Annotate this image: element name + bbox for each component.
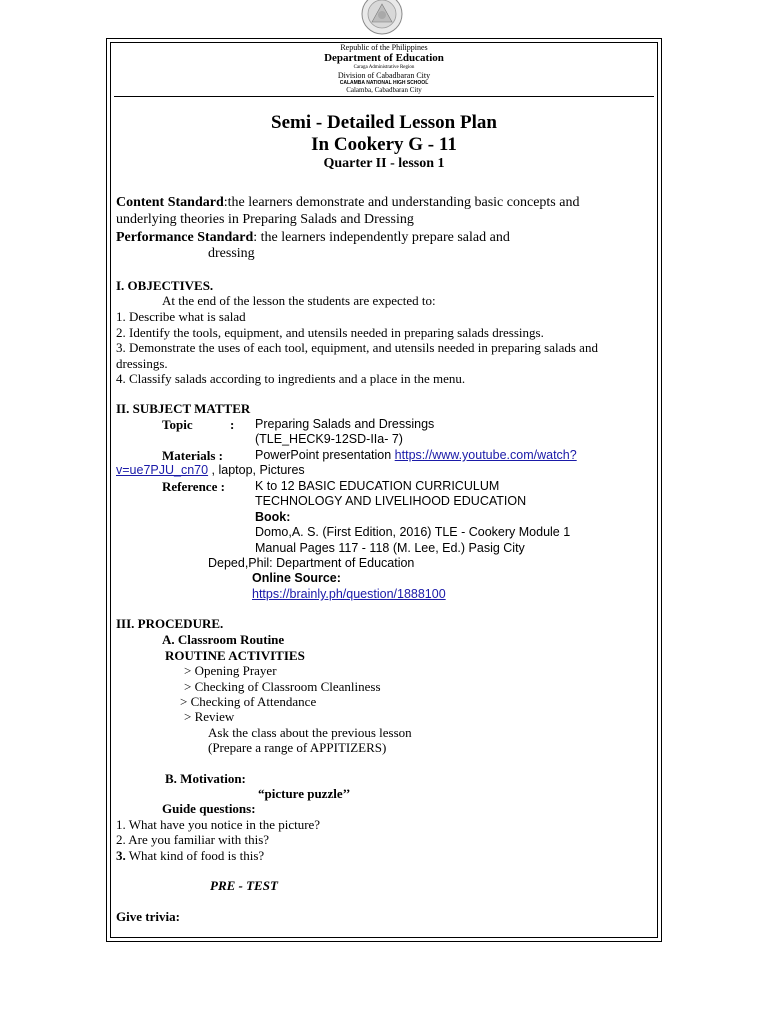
topic-code: (TLE_HECK9-12SD-IIa- 7) (255, 432, 403, 446)
routine-item: > Review (184, 709, 235, 724)
performance-standard-label: Performance Standard (116, 230, 254, 245)
materials-line-2 (116, 463, 305, 478)
objective-item: 3. Demonstrate the uses of each tool, equipment, and utensils needed in preparing salads and (116, 340, 598, 355)
topic-colon: : (230, 417, 235, 432)
materials-rest: , laptop, Pictures (208, 463, 305, 477)
materials-line (255, 448, 577, 463)
performance-standard-text-2: dressing (208, 246, 255, 261)
routine-item: > Checking of Attendance (180, 694, 317, 709)
online-source-label: Online Source: (252, 571, 341, 585)
header-city: Calamba, Cabadbaran City (346, 86, 422, 94)
header-republic: Republic of the Philippines (340, 43, 428, 52)
page-title: Semi - Detailed Lesson Plan (271, 112, 497, 133)
content-standard-text: :the learners demonstrate and understanding basic concepts and (223, 195, 580, 210)
review-text: (Prepare a range of APPITIZERS) (208, 740, 387, 755)
procedure-heading: III. PROCEDURE. (116, 616, 224, 631)
objective-item: 2. Identify the tools, equipment, and utensils needed in preparing salads dressings. (116, 325, 544, 340)
guide-question: 2. Are you familiar with this? (116, 832, 270, 847)
objectives-heading: I. OBJECTIVES. (116, 278, 214, 293)
content-standard-text-2: underlying theories in Preparing Salads and Dressing (116, 212, 414, 227)
online-source-link[interactable]: https://brainly.ph/question/1888100 (252, 587, 446, 601)
reference-label: Reference : (162, 479, 225, 494)
classroom-routine-heading: A. Classroom Routine (162, 632, 285, 647)
objective-item: 1. Describe what is salad (116, 309, 246, 324)
routine-item: > Opening Prayer (184, 663, 277, 678)
picture-puzzle-label: “picture puzzle’’ (258, 786, 351, 801)
objective-item: dressings. (116, 356, 168, 371)
pre-test-label: PRE - TEST (210, 878, 278, 893)
header-department: Department of Education (324, 52, 444, 64)
quarter-label: Quarter II - lesson 1 (323, 156, 445, 171)
routine-item: > Checking of Classroom Cleanliness (184, 679, 381, 694)
deped-seal-logo (354, 0, 410, 40)
guide-question (116, 848, 264, 863)
reference-line: TECHNOLOGY AND LIVELIHOOD EDUCATION (255, 494, 527, 508)
objectives-intro: At the end of the lesson the students are expected to: (162, 293, 436, 308)
header-divider (114, 96, 654, 97)
book-label: Book: (255, 510, 291, 524)
guide-question: 1. What have you notice in the picture? (116, 817, 321, 832)
materials-link[interactable]: https://www.youtube.com/watch? (394, 448, 577, 462)
header-division: Division of Cabadbaran City (337, 71, 431, 80)
topic-text: Preparing Salads and Dressings (255, 417, 435, 431)
guide-question-number: 3. (116, 848, 126, 863)
materials-link-cont[interactable]: v=ue7PJU_cn70 (116, 463, 209, 477)
performance-standard-line (116, 230, 510, 245)
subject-matter-heading: II. SUBJECT MATTER (116, 401, 251, 416)
performance-standard-text: : the learners independently prepare salad and (253, 230, 510, 245)
give-trivia-label: Give trivia: (116, 909, 180, 924)
book-citation: Deped,Phil: Department of Education (208, 556, 415, 570)
routine-activities-heading: ROUTINE ACTIVITIES (165, 648, 305, 663)
book-citation: Domo,A. S. (First Edition, 2016) TLE - Cookery Module 1 (255, 525, 571, 539)
book-citation: Manual Pages 117 - 118 (M. Lee, Ed.) Pasig City (255, 541, 525, 555)
objective-item: 4. Classify salads according to ingredients and a place in the menu. (116, 371, 466, 386)
header-school: CALAMBA NATIONAL HIGH SCHOOL (339, 80, 429, 86)
materials-label: Materials : (162, 448, 224, 463)
guide-question-text: What kind of food is this? (125, 848, 265, 863)
review-text: Ask the class about the previous lesson (208, 725, 412, 740)
header-region: Caraga Administrative Region (353, 65, 415, 70)
reference-line: K to 12 BASIC EDUCATION CURRICULUM (255, 479, 500, 493)
content-standard-label: Content Standard (116, 195, 224, 210)
page-subtitle: In Cookery G - 11 (311, 134, 457, 155)
guide-questions-heading: Guide questions: (162, 801, 256, 816)
materials-text: PowerPoint presentation (255, 448, 395, 462)
content-standard-line (116, 195, 579, 210)
motivation-heading: B. Motivation: (165, 771, 246, 786)
topic-label: Topic (162, 417, 193, 432)
